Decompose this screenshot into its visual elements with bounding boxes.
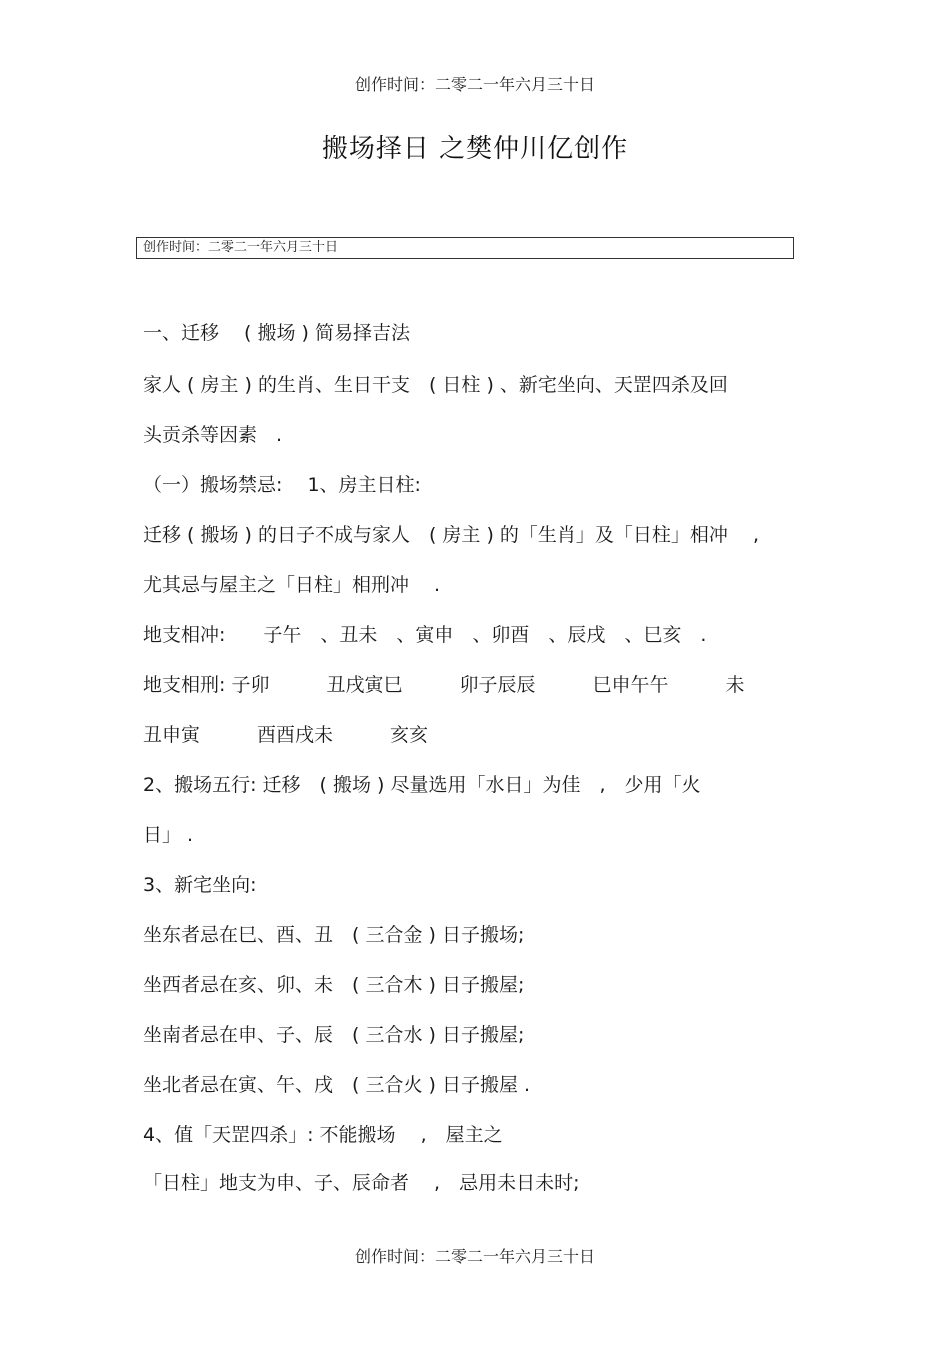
paragraph-line: 地支相冲: 子午 、丑未 、寅申 、卯酉 、辰戌 、巳亥 . — [143, 624, 707, 646]
section-heading: 一、迁移 ( 搬场 ) 简易择吉法 — [143, 322, 410, 344]
paragraph-line: 坐南者忌在申、子、辰 ( 三合水 ) 日子搬屋; — [143, 1024, 525, 1046]
paragraph-line: 「日柱」地支为申、子、辰命者 , 忌用未日未时; — [143, 1172, 580, 1194]
paragraph-line: 迁移 ( 搬场 ) 的日子不成与家人 ( 房主 ) 的「生肖」及「日柱」相冲 , — [143, 524, 760, 546]
paragraph-line: 坐东者忌在巳、酉、丑 ( 三合金 ) 日子搬场; — [143, 924, 525, 946]
subsection-heading: （一）搬场禁忌: 1、房主日柱: — [143, 474, 421, 496]
paragraph-line: 尤其忌与屋主之「日柱」相刑冲 . — [143, 574, 441, 596]
paragraph-line: 地支相刑: 子卯 丑戌寅巳 卯子辰辰 巳申午午 未 — [143, 674, 745, 696]
paragraph-line: 坐西者忌在亥、卯、未 ( 三合木 ) 日子搬屋; — [143, 974, 525, 996]
paragraph-line: 坐北者忌在寅、午、戌 ( 三合火 ) 日子搬屋 . — [143, 1074, 531, 1096]
paragraph-line: 家人 ( 房主 ) 的生肖、生日干支 ( 日柱 ) 、新宅坐向、天罡四杀及回 — [143, 374, 728, 396]
paragraph-line: 4、值「天罡四杀」: 不能搬场 , 屋主之 — [143, 1124, 503, 1146]
document-title: 搬场择日 之樊仲川亿创作 — [321, 134, 629, 164]
paragraph-line: 3、新宅坐向: — [143, 874, 257, 896]
paragraph-line: 2、搬场五行: 迁移 ( 搬场 ) 尽量选用「水日」为佳 , 少用「火 — [143, 774, 701, 796]
paragraph-line: 日」 . — [143, 824, 194, 846]
page-footer: 创作时间：二零二一年六月三十日 — [354, 1247, 595, 1266]
paragraph-line: 头贡杀等因素 . — [143, 424, 283, 446]
paragraph-line: 丑申寅 酉酉戌未 亥亥 — [143, 724, 429, 746]
page-header: 创作时间：二零二一年六月三十日 — [354, 75, 595, 94]
boxed-note: 创作时间：二零二一年六月三十日 — [136, 237, 794, 259]
